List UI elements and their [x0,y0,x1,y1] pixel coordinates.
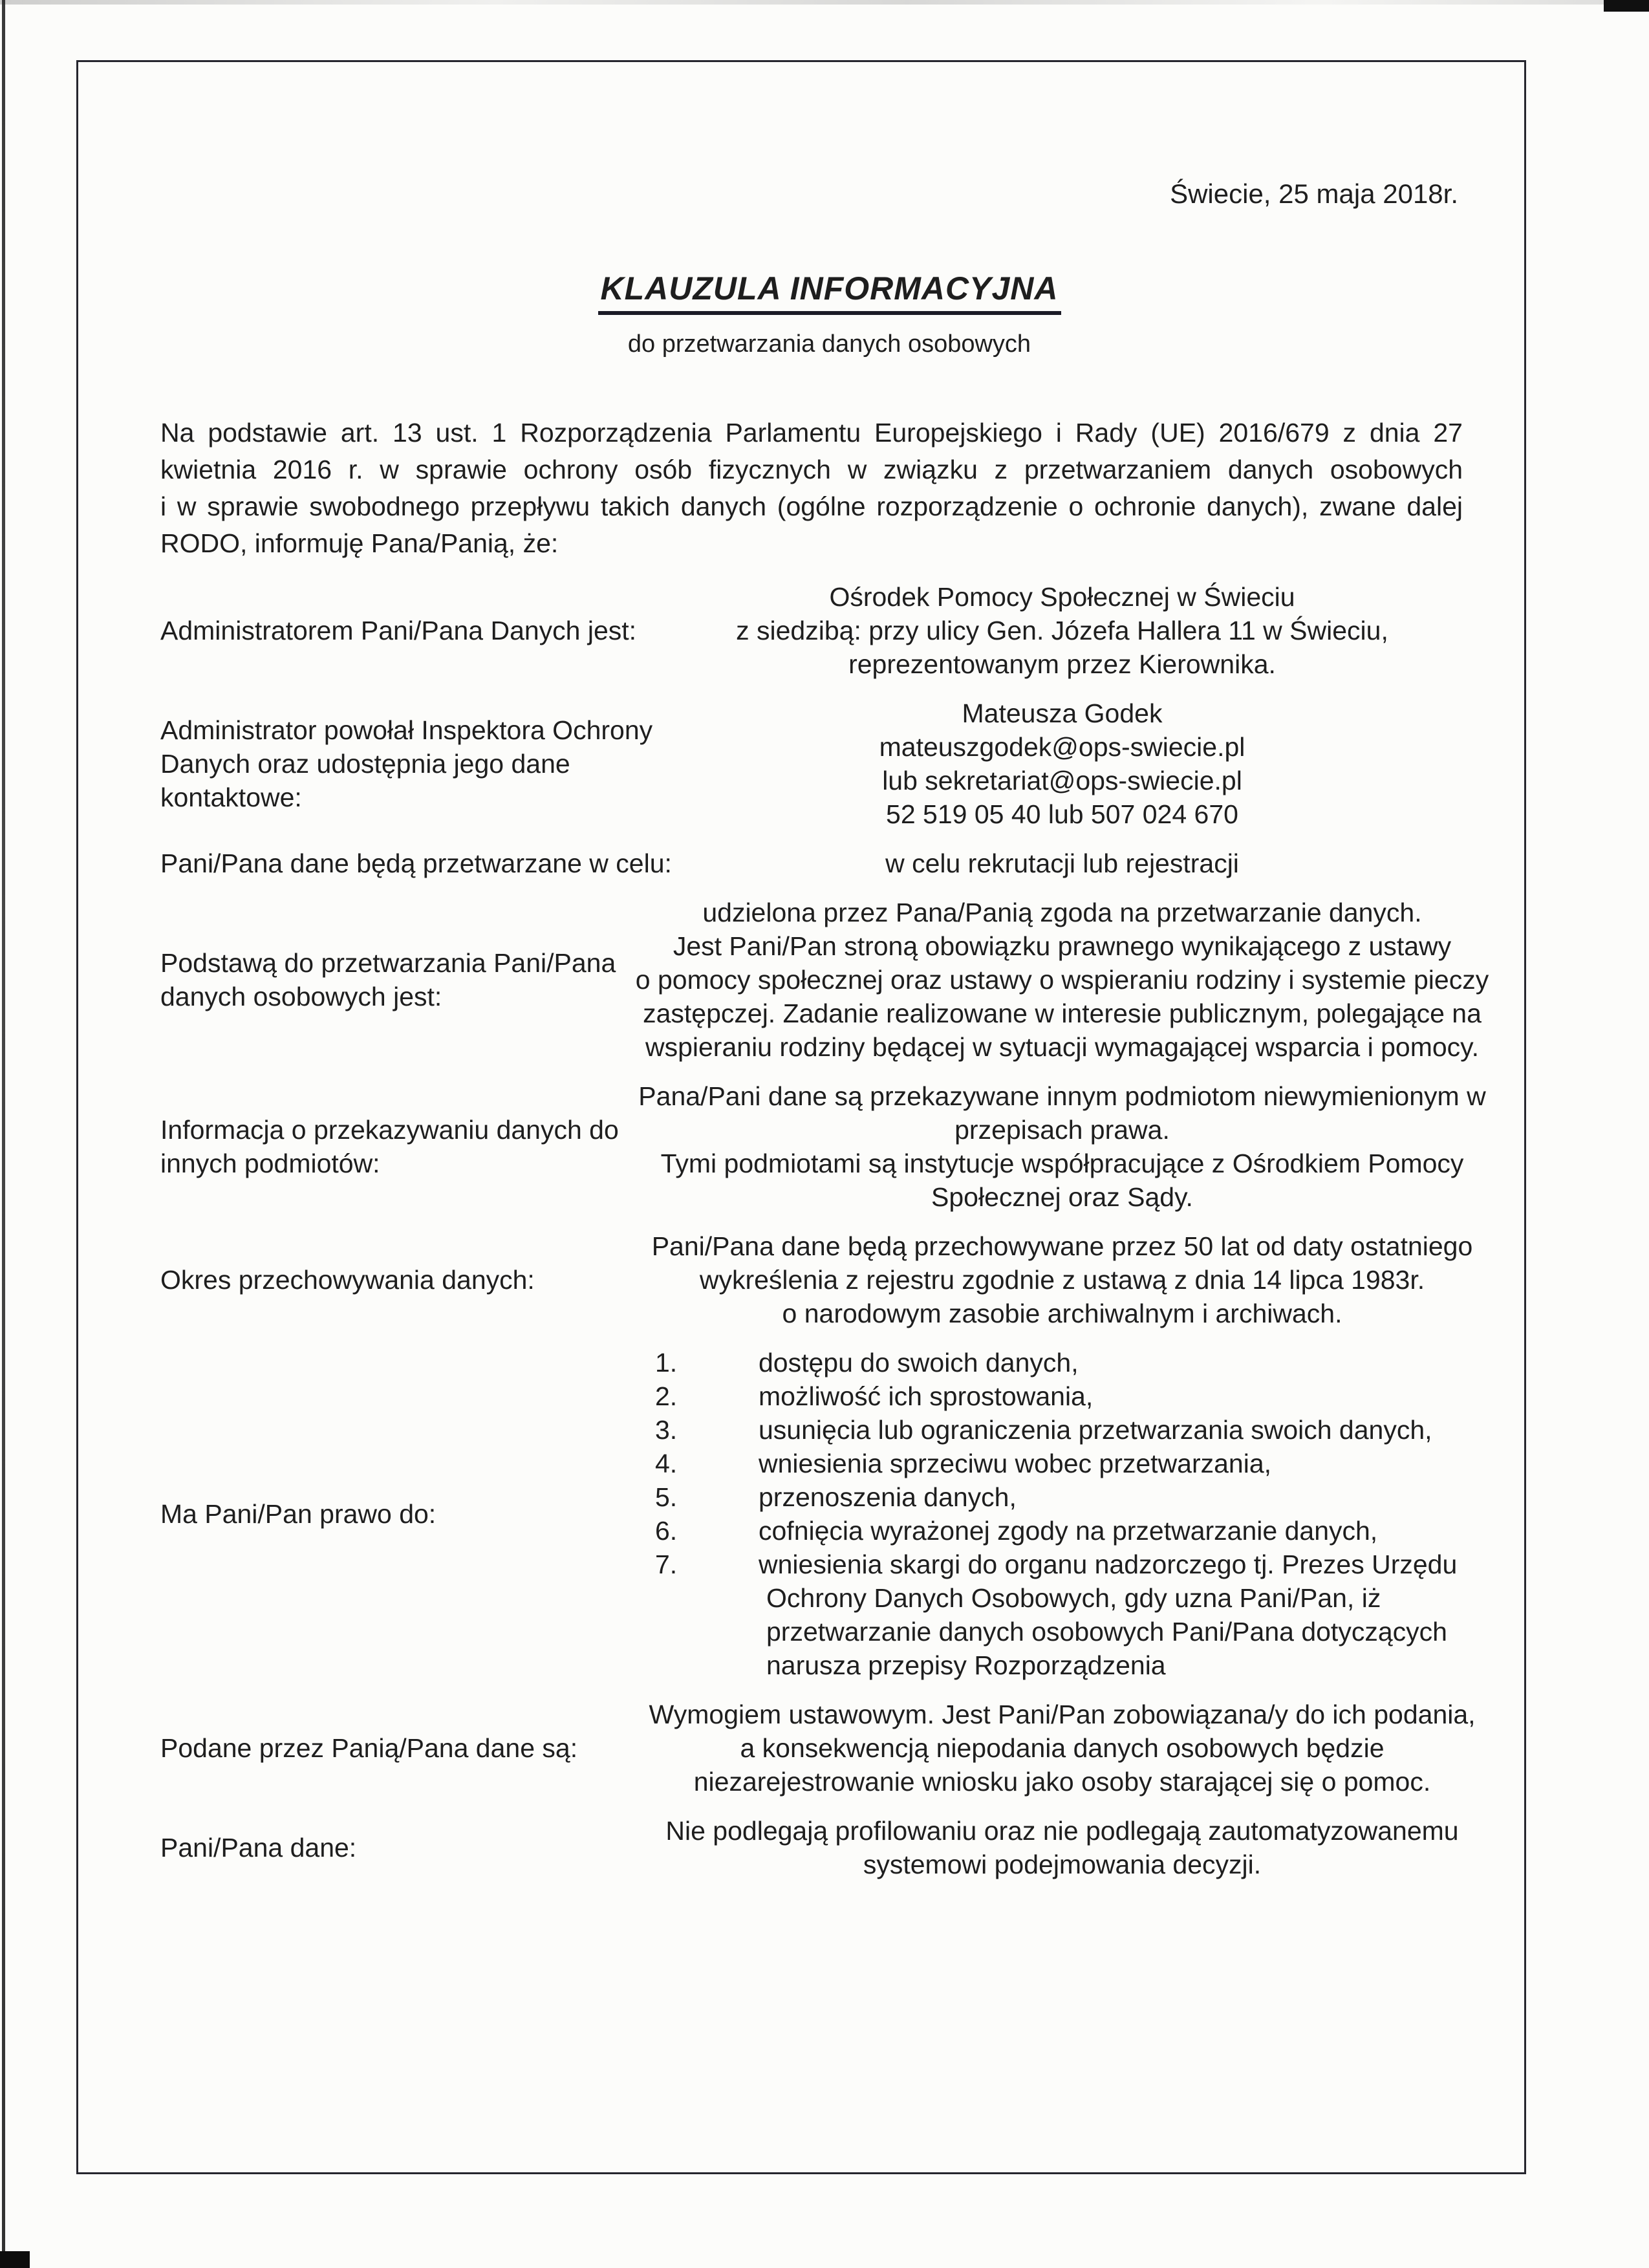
row-label-line: danych osobowych jest: [160,982,442,1011]
table-row [160,1072,1498,1222]
document-border-frame [76,60,1526,2174]
list-item-number: 3. [655,1415,678,1445]
row-value-line: systemowi podejmowania decyzji. [863,1850,1262,1879]
list-item [655,1447,1498,1480]
table-row [160,1806,1498,1889]
table-row [160,1690,1498,1806]
rights-numbered-list [655,1346,1498,1682]
list-item [655,1548,1498,1581]
row-label [160,1105,626,1188]
title-wrap [160,271,1498,315]
document-title: KLAUZULA INFORMACYJNA [598,271,1061,315]
table-row [160,689,1498,839]
list-item-text: przenoszenia danych, [759,1482,1017,1512]
row-label-line: Pani/Pana dane będą przetwarzane w celu: [160,848,672,878]
row-label [160,1723,626,1773]
list-item-text: wniesienia skargi do organu nadzorczego tj. Prezes Urzędu [759,1550,1458,1579]
row-label-line: Administrator powołał Inspektora Ochrony [160,715,653,745]
row-label-line: Podane przez Panią/Pana dane są: [160,1733,578,1763]
row-label-line: Pani/Pana dane: [160,1833,357,1863]
table-row [160,888,1498,1072]
row-value [626,839,1498,888]
list-item-text: wniesienia sprzeciwu wobec przetwarzania, [759,1449,1272,1478]
row-value [626,1690,1498,1806]
row-label-line: Okres przechowywania danych: [160,1265,535,1295]
list-item-wrap-line: narusza przepisy Rozporządzenia [766,1650,1166,1680]
row-label-line: Ma Pani/Pan prawo do: [160,1499,436,1529]
list-item [655,1346,1498,1379]
row-label-line: Administratorem Pani/Pana Danych jest: [160,616,637,645]
row-value-line: Nie podlegają profilowaniu oraz nie podlegają zautomatyzowanemu [665,1816,1459,1846]
intro-paragraph [160,415,1463,562]
list-item-number: 6. [655,1516,678,1546]
info-table [160,572,1498,1889]
row-value-line: lub sekretariat@ops-swiecie.pl [882,766,1242,795]
row-value-line: Pani/Pana dane będą przechowywane przez 50 lat od daty ostatniego [651,1231,1473,1261]
scan-artifact-top-right-mark [1604,0,1649,12]
document-content [78,62,1524,1889]
row-value [626,1072,1498,1222]
list-item [655,1480,1498,1514]
list-item-text: cofnięcia wyrażonej zgody na przetwarzanie danych, [759,1516,1378,1546]
row-label-line: Informacja o przekazywaniu danych do [160,1115,619,1145]
row-value [626,1338,1498,1690]
table-row [160,1338,1498,1690]
list-item-number: 5. [655,1482,678,1512]
row-label [160,1489,626,1539]
row-value-line: Tymi podmiotami są instytucje współpracujące z Ośrodkiem Pomocy [660,1149,1464,1178]
list-item [655,1379,1498,1413]
row-label [160,606,637,655]
list-item-number: 7. [655,1550,678,1579]
list-item [655,1413,1498,1447]
list-item-text: usunięcia lub ograniczenia przetwarzania swoich danych, [759,1415,1432,1445]
list-item-number: 4. [655,1449,678,1478]
intro-line: Na podstawie art. 13 ust. 1 Rozporządzenia Parlamentu Europejskiego i Rady (UE) 2016/679 z dnia 27 [160,418,1463,448]
row-label-line: Danych oraz udostępnia jego dane [160,749,570,779]
intro-line: kwietnia 2016 r. w sprawie ochrony osób fizycznych w związku z przetwarzaniem danych osobowych [160,455,1463,484]
intro-line: i w sprawie swobodnego przepływu takich danych (ogólne rozporządzenie o ochronie danych), zwane dalej [160,491,1463,521]
intro-line: RODO, informuję Pana/Panią, że: [160,528,559,558]
row-label [160,938,626,1021]
row-value-line: o narodowym zasobie archiwalnym i archiwach. [782,1299,1342,1328]
row-value-line: a konsekwencją niepodania danych osobowych będzie [740,1733,1385,1763]
list-item-text: możliwość ich sprostowania, [759,1381,1094,1411]
list-item-text: dostępu do swoich danych, [759,1348,1079,1377]
table-row [160,839,1498,888]
row-value-line: Pana/Pani dane są przekazywane innym podmiotom niewymienionym w [638,1081,1486,1111]
row-value [626,572,1498,689]
list-item [655,1514,1498,1548]
row-label-line: Podstawą do przetwarzania Pani/Pana [160,948,616,978]
row-value-line: w celu rekrutacji lub rejestracji [885,848,1239,878]
row-value-line: niezarejestrowanie wniosku jako osoby starającej się o pomoc. [693,1767,1431,1797]
row-label [160,839,672,888]
document-subtitle: do przetwarzania danych osobowych [627,330,1031,358]
scan-artifact-bottom-left-mark [0,2251,30,2268]
row-value-line: Wymogiem ustawowym. Jest Pani/Pan zobowiązana/y do ich podania, [649,1700,1476,1729]
row-label [160,706,653,822]
row-label [160,1255,626,1304]
row-value-line: wykreślenia z rejestru zgodnie z ustawą z dnia 14 lipca 1983r. [699,1265,1425,1295]
table-row [160,1222,1498,1338]
list-item-wrap-line: Ochrony Danych Osobowych, gdy uzna Pani/Pan, iż [766,1583,1381,1613]
row-value [626,689,1498,839]
scan-artifact-left-edge-line [2,0,5,2268]
row-label-line: innych podmiotów: [160,1149,380,1178]
row-value [626,1222,1498,1338]
list-item-wrap-line: przetwarzanie danych osobowych Pani/Pana dotyczących [766,1617,1447,1647]
row-value-line: Społecznej oraz Sądy. [931,1182,1193,1212]
row-value-line: mateuszgodek@ops-swiecie.pl [879,732,1245,762]
row-value-line: przepisach prawa. [954,1115,1170,1145]
row-value-line: udzielona przez Pana/Panią zgoda na przetwarzanie danych. [702,898,1422,927]
row-value-line: zastępczej. Zadanie realizowane w interesie publicznym, polegające na [643,999,1482,1028]
row-value-line: o pomocy społecznej oraz ustawy o wspieraniu rodziny i systemie pieczy [635,965,1489,995]
row-value-line: 52 519 05 40 lub 507 024 670 [886,799,1238,829]
scan-artifact-top-streak [0,0,1649,5]
row-value-line: wspieraniu rodziny będącej w sytuacji wymagającej wsparcia i pomocy. [645,1032,1480,1062]
list-item-number: 1. [655,1348,678,1377]
document-date: Świecie, 25 maja 2018r. [1170,178,1458,209]
row-value-line: Jest Pani/Pan stroną obowiązku prawnego wynikającego z ustawy [673,931,1452,961]
row-label [160,1823,626,1872]
row-value [626,888,1498,1072]
row-value-line: Ośrodek Pomocy Społecznej w Świeciu [829,582,1295,612]
row-value-line: Mateusza Godek [962,698,1163,728]
row-label-line: kontaktowe: [160,783,302,812]
row-value-line: reprezentowanym przez Kierownika. [848,649,1276,679]
row-value [626,1806,1498,1889]
list-item-number: 2. [655,1381,678,1411]
table-row [160,572,1498,689]
row-value-line: z siedzibą: przy ulicy Gen. Józefa Hallera 11 w Świeciu, [736,616,1388,645]
